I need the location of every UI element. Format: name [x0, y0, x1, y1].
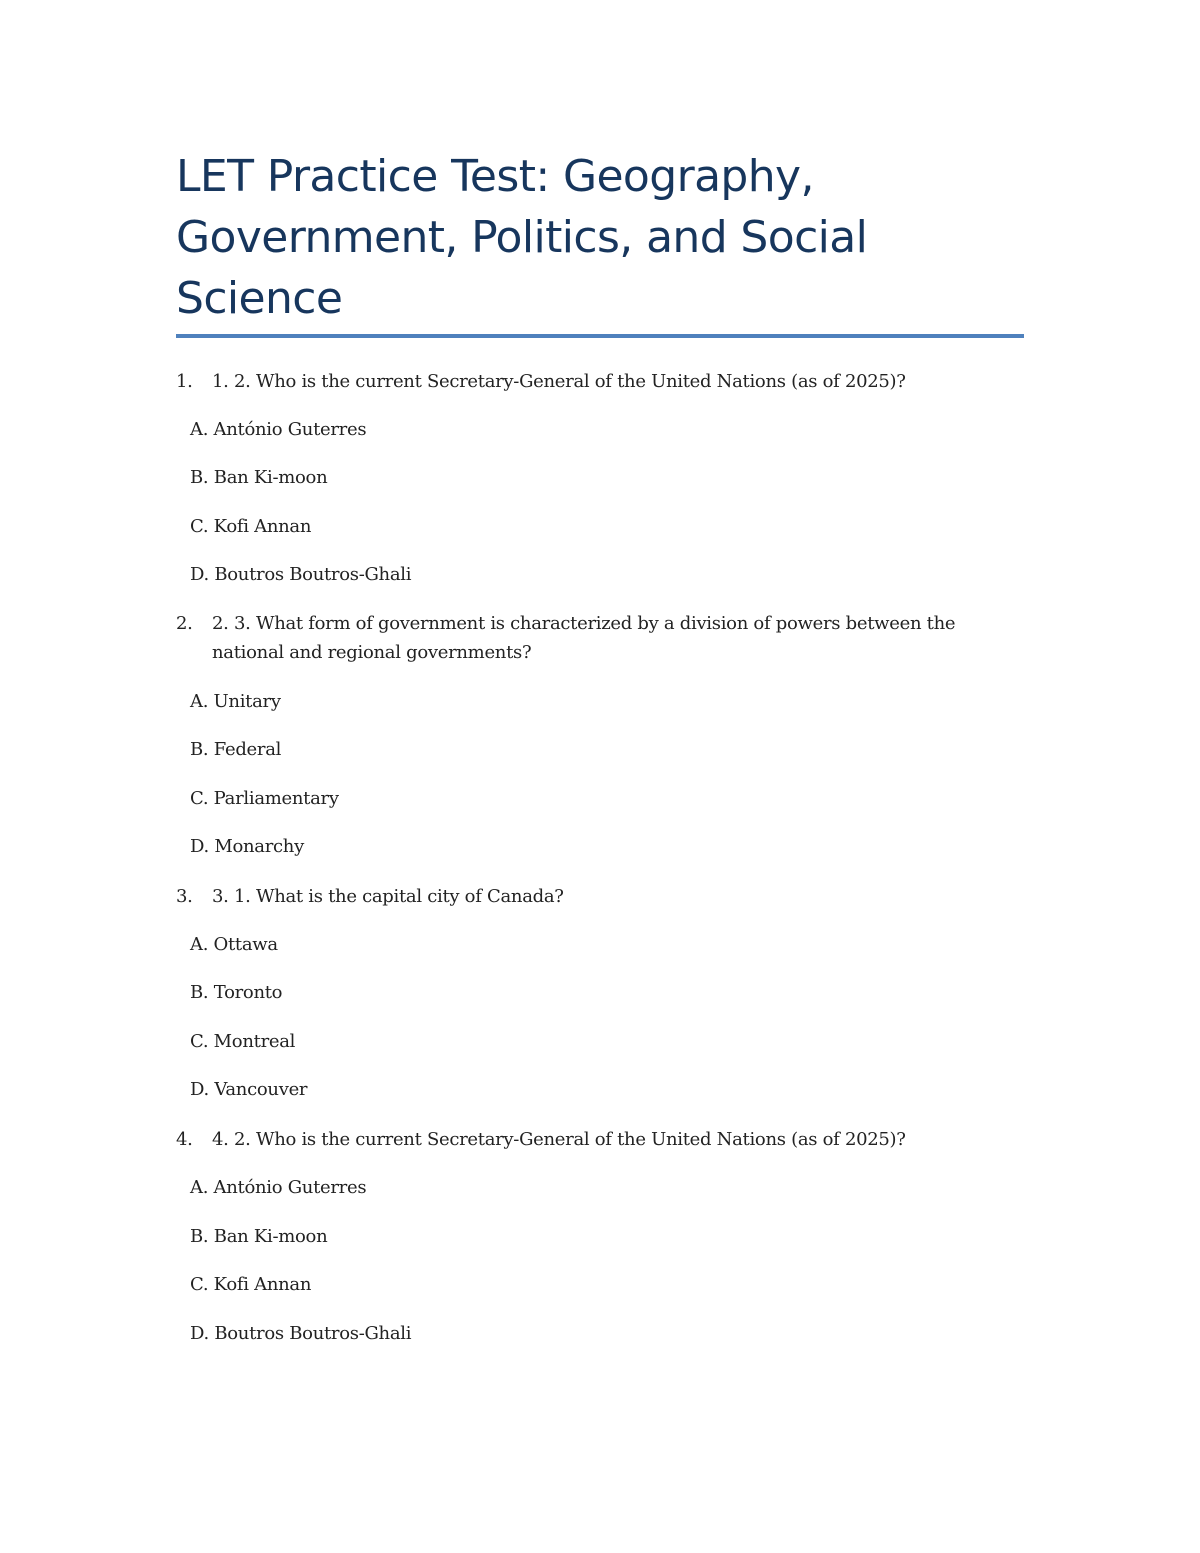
question-text-line-1: 2. 3. What form of government is characterized by a division of powers between the: [212, 613, 956, 634]
answer-option-d: D. Boutros Boutros-Ghali: [190, 1323, 412, 1344]
answer-option-b: B. Ban Ki-moon: [190, 467, 328, 488]
answer-option-c: C. Montreal: [190, 1031, 296, 1052]
question-number: 1.: [176, 371, 193, 392]
question-number: 3.: [176, 886, 193, 907]
answer-option-b: B. Toronto: [190, 982, 283, 1003]
question-text-line-2: national and regional governments?: [212, 642, 532, 663]
answer-option-c: C. Parliamentary: [190, 788, 339, 809]
answer-option-c: C. Kofi Annan: [190, 516, 312, 537]
answer-option-b: B. Ban Ki-moon: [190, 1226, 328, 1247]
page-title: LET Practice Test: Geography, Government, Politics, and Social Science: [176, 151, 868, 324]
answer-option-a: A. António Guterres: [190, 1177, 367, 1198]
answer-option-d: D. Boutros Boutros-Ghali: [190, 564, 412, 585]
question-number: 2.: [176, 613, 193, 634]
answer-option-d: D. Vancouver: [190, 1079, 308, 1100]
answer-option-c: C. Kofi Annan: [190, 1274, 312, 1295]
question-number: 4.: [176, 1129, 193, 1150]
answer-option-a: A. António Guterres: [190, 419, 367, 440]
answer-option-d: D. Monarchy: [190, 836, 304, 857]
question-text: 1. 2. Who is the current Secretary-General of the United Nations (as of 2025)?: [212, 371, 906, 392]
question-text: 4. 2. Who is the current Secretary-General of the United Nations (as of 2025)?: [212, 1129, 906, 1150]
question-text: 3. 1. What is the capital city of Canada?: [212, 886, 564, 907]
answer-option-a: A. Unitary: [190, 691, 281, 712]
answer-option-b: B. Federal: [190, 739, 282, 760]
title-underline: [176, 334, 1024, 338]
answer-option-a: A. Ottawa: [190, 934, 278, 955]
